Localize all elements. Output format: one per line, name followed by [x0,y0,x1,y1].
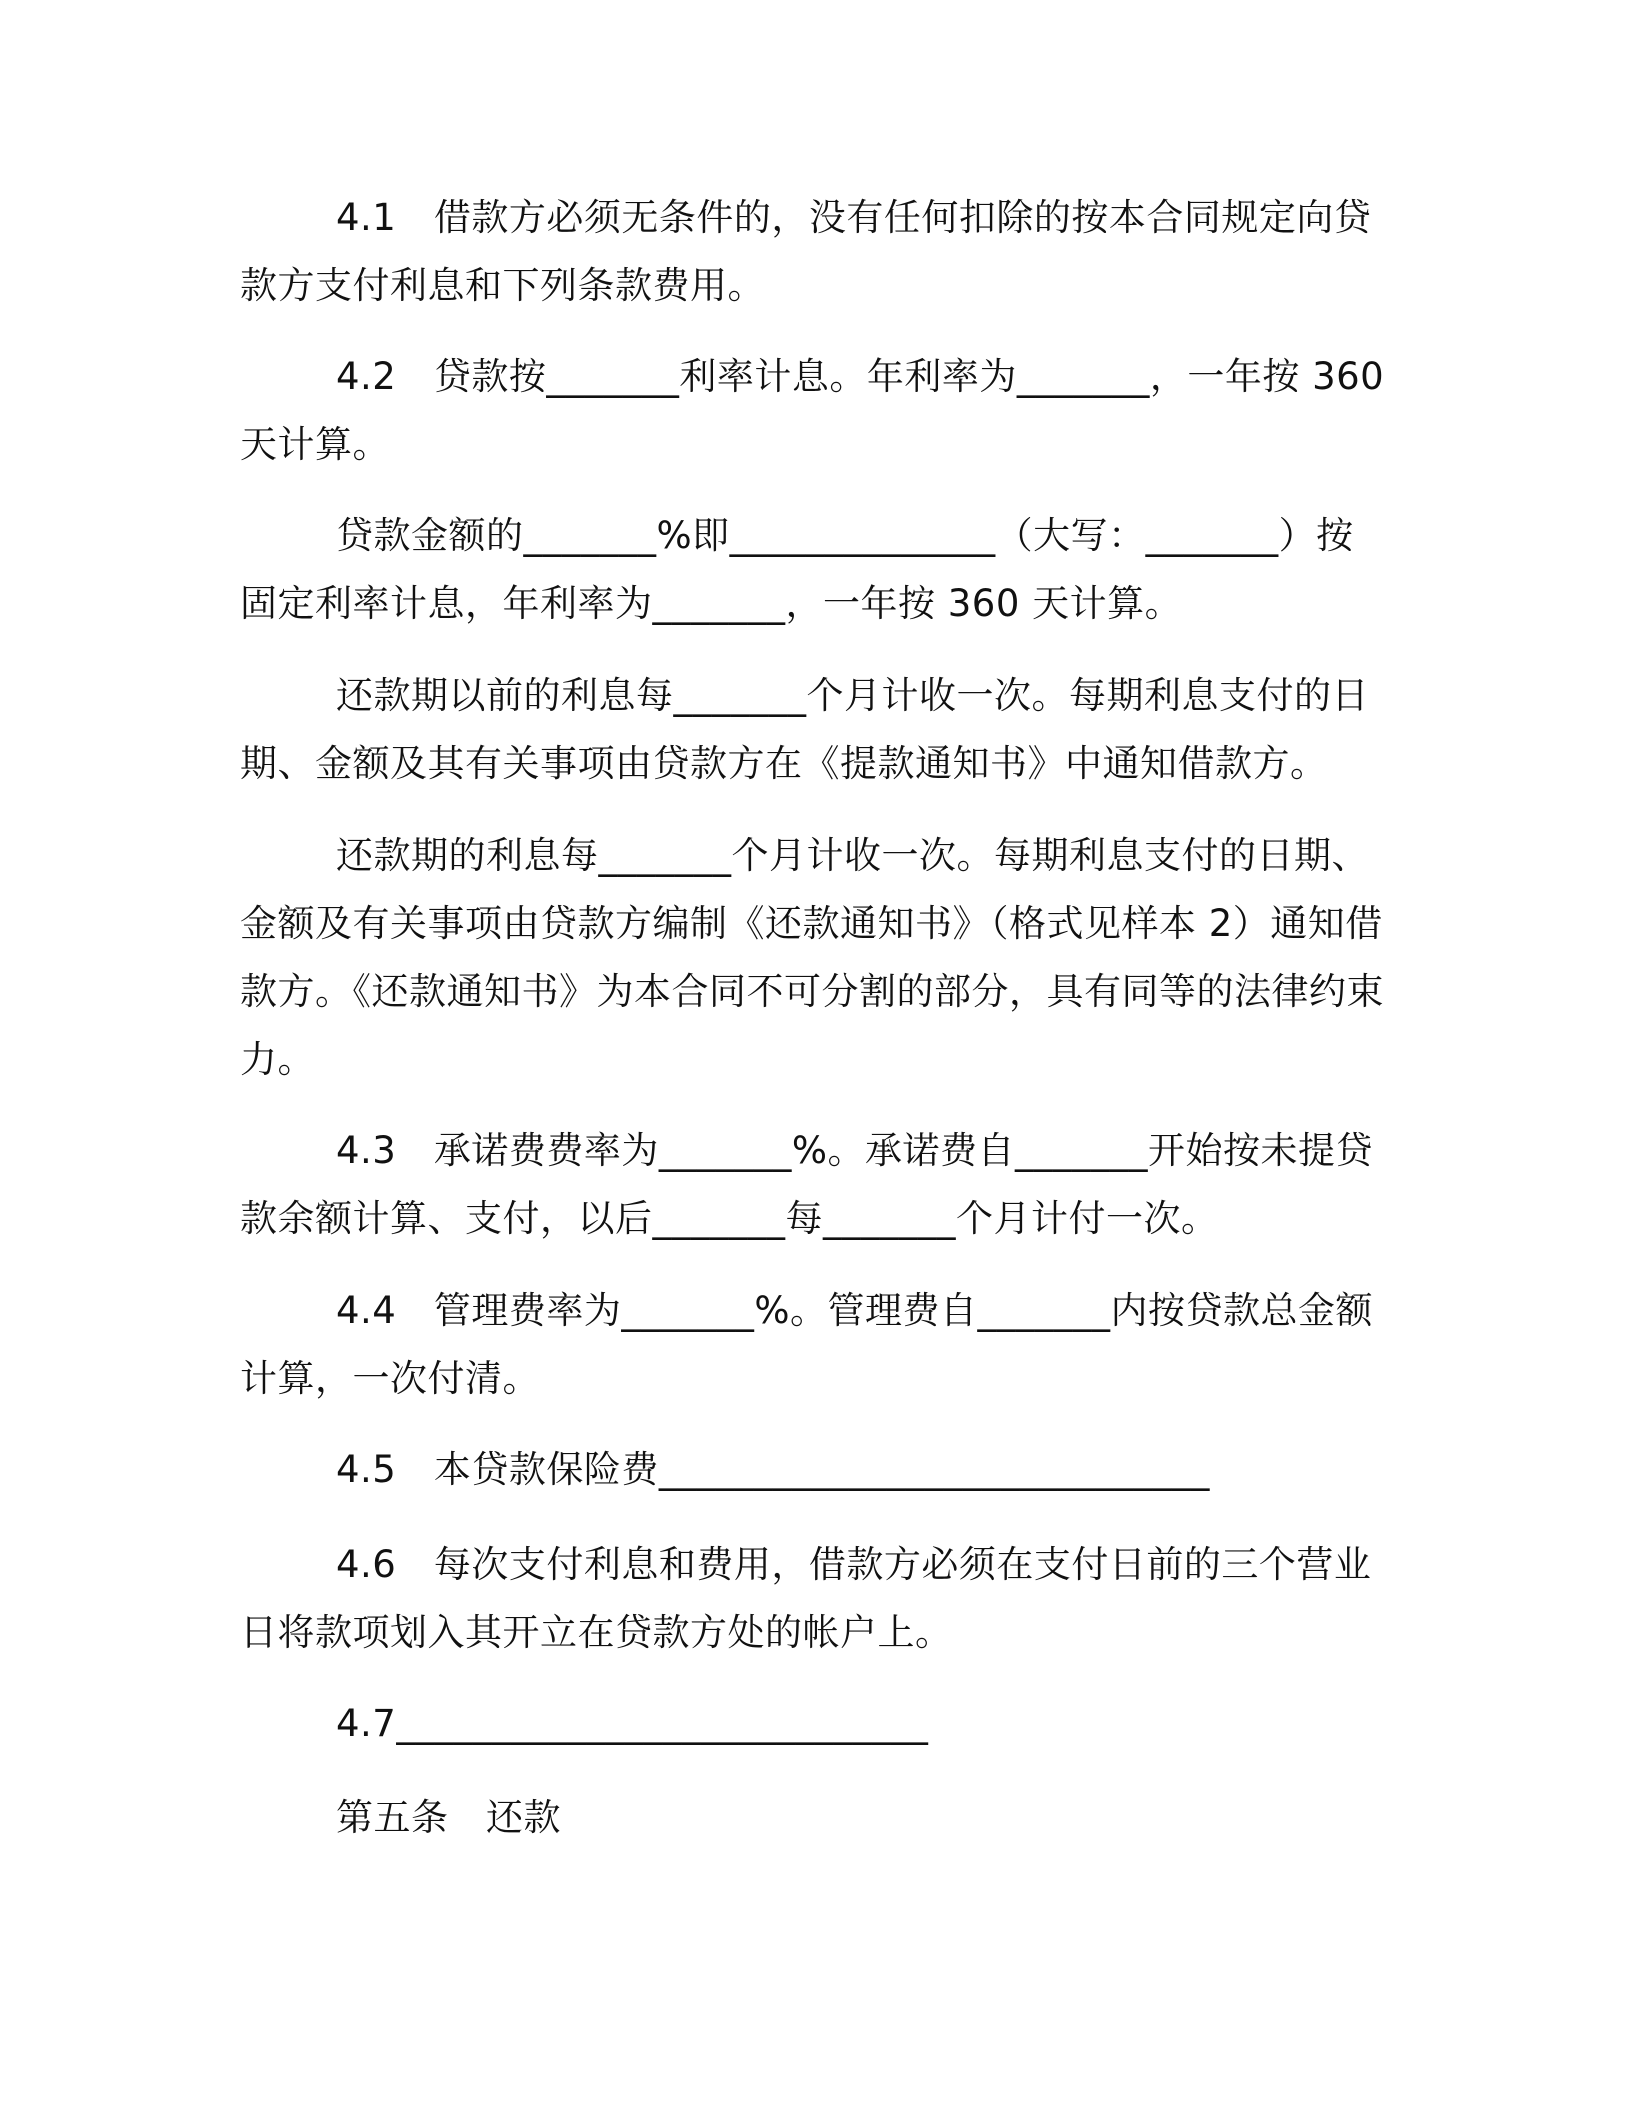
clause-4-2: 4.2 贷款按_______利率计息。年利率为_______，一年按 360 天计算。 [240,355,1385,466]
clause-4-6: 4.6 每次支付利息和费用，借款方必须在支付日前的三个营业日将款项划入其开立在贷款方处的帐户上。 [240,1543,1372,1654]
clause-4-1: 4.1 借款方必须无条件的，没有任何扣除的按本合同规定向贷款方支付利息和下列条款费用。 [240,196,1372,307]
article-5-heading: 第五条 还款 [336,1796,561,1839]
clause-4-4: 4.4 管理费率为_______%。管理费自_______内按贷款总金额计算，一次付清。 [240,1289,1373,1400]
clause-4-2-repayment-interest: 还款期的利息每_______个月计收一次。每期利息支付的日期、金额及有关事项由贷款方编制《还款通知书》（格式见样本 2）通知借款方。《还款通知书》为本合同不可分割的部分，具有同等的法律约束力。 [240,834,1384,1081]
clause-4-3: 4.3 承诺费费率为_______%。承诺费自_______开始按未提贷款余额计算、支付，以后_______每_______个月计付一次。 [240,1129,1373,1240]
clause-4-2-fixed-rate: 贷款金额的_______%即______________（大写：_______）按固定利率计息，年利率为_______，一年按 360 天计算。 [240,514,1354,625]
clause-4-5: 4.5 本贷款保险费_____________________________ [336,1448,1210,1491]
clause-4-2-pre-repayment-interest: 还款期以前的利息每_______个月计收一次。每期利息支付的日期、金额及其有关事项由贷款方在《提款通知书》中通知借款方。 [240,674,1369,785]
clause-4-7: 4.7____________________________ [336,1702,929,1745]
